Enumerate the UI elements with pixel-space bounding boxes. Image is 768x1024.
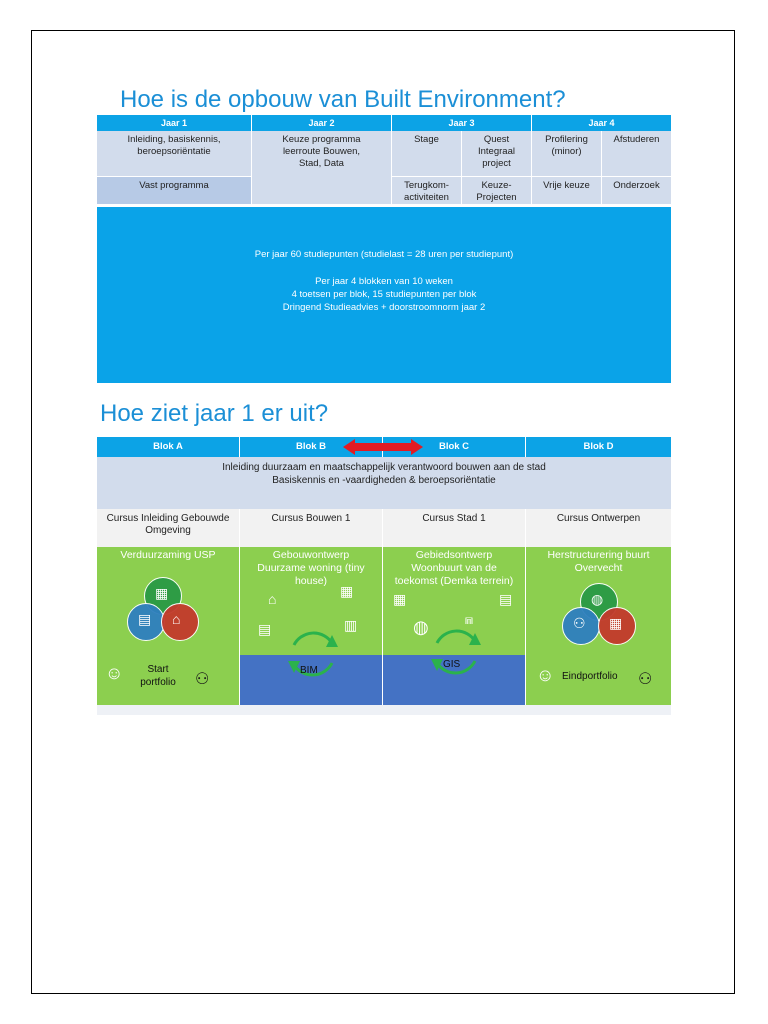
city-icon: ▦ — [609, 615, 623, 631]
jaar4-onderzoek: Onderzoek — [602, 177, 671, 205]
brain-icon: ☺ — [536, 665, 555, 685]
intro-line-2: Basiskennis en -vaardigheden & beroepsoriëntatie — [272, 475, 496, 486]
title-gebiedsontwerp: Gebiedsontwerp Woonbuurt van de toekomst (Demka terrein) — [394, 549, 514, 587]
double-arrow-icon — [343, 439, 423, 455]
jaar2-keuze-programma: Keuze programma leerroute Bouwen, Stad, Data — [252, 131, 392, 205]
bim-label: BIM — [300, 665, 318, 676]
blueprint-icon: ▤ — [499, 591, 513, 607]
gis-label: GIS — [443, 659, 461, 670]
heading-opbouw: Hoe is de opbouw van Built Environment? — [120, 86, 566, 113]
globe-icon: ◍ — [591, 591, 604, 607]
info-studieadvies: Dringend Studieadvies + doorstroomnorm jaar 2 — [282, 302, 486, 313]
course-ontwerpen: Cursus Ontwerpen — [526, 509, 671, 547]
green-block-d — [526, 547, 671, 705]
title-verduurzaming: Verduurzaming USP — [120, 549, 216, 561]
course-inleiding: Cursus Inleiding Gebouwde Omgeving — [97, 509, 240, 547]
header-blok-b: Blok B — [240, 437, 383, 457]
house-outline-icon: ⌂ — [268, 591, 277, 607]
eindportfolio: Eindportfolio — [562, 671, 618, 682]
jaar3-terugkom: Terugkom-activiteiten — [392, 177, 462, 205]
start-portfolio: Start portfolio — [140, 664, 176, 688]
jaar4-profilering: Profilering (minor) — [532, 131, 602, 177]
jaar4-vrije-keuze: Vrije keuze — [532, 177, 602, 205]
meeting-icon: ⚇ — [195, 671, 210, 688]
intro-box — [97, 457, 671, 509]
jaar1-vast-programma: Vast programma — [97, 177, 252, 205]
city-icon: ▦ — [155, 585, 169, 601]
header-jaar-2: Jaar 2 — [252, 115, 392, 131]
jaar4-afstuderen: Afstuderen — [602, 131, 671, 177]
header-blok-a: Blok A — [97, 437, 240, 457]
info-studiepunten: Per jaar 60 studiepunten (studielast = 28 uren per studiepunt) — [254, 249, 514, 260]
jaar3-stage: Stage — [392, 131, 462, 177]
title-herstructurering: Herstructurering buurt Overvecht — [547, 549, 650, 574]
bottom-strip — [97, 705, 671, 715]
header-jaar-3: Jaar 3 — [392, 115, 532, 131]
heading-jaar-1: Hoe ziet jaar 1 er uit? — [100, 400, 329, 427]
brain-icon: ☺ — [105, 663, 124, 683]
jaar3-quest: Quest Integraal project — [462, 131, 532, 177]
course-bouwen: Cursus Bouwen 1 — [240, 509, 383, 547]
blueprint-icon: ▤ — [138, 611, 152, 627]
cycle-arrows-icon — [427, 623, 485, 681]
green-block-b — [240, 547, 383, 705]
intro-line-1: Inleiding duurzaam en maatschappelijk verantwoord bouwen aan de stad — [222, 462, 546, 473]
info-blokken: Per jaar 4 blokken van 10 weken — [315, 276, 453, 287]
green-block-a — [97, 547, 240, 705]
jaar3-keuze-projecten: Keuze-Projecten — [462, 177, 532, 205]
meeting-icon: ⚇ — [573, 615, 586, 631]
building-icon: ▥ — [344, 617, 358, 633]
blueprint-icon: ▤ — [258, 621, 272, 637]
header-jaar-4: Jaar 4 — [532, 115, 671, 131]
header-jaar-1: Jaar 1 — [97, 115, 252, 131]
green-block-c — [383, 547, 526, 705]
title-gebouwontwerp: Gebouwontwerp Duurzame woning (tiny house) — [257, 549, 365, 587]
city-icon: ▦ — [393, 591, 407, 607]
study-info-box — [97, 207, 671, 383]
header-blok-c: Blok C — [383, 437, 526, 457]
meeting-icon: ⚇ — [638, 671, 653, 688]
brick-wall-icon: ▦ — [340, 583, 354, 599]
info-toetsen: 4 toetsen per blok, 15 studiepunten per blok — [291, 289, 477, 300]
jaar1-inleiding: Inleiding, basiskennis, beroepsoriëntatie — [97, 131, 252, 177]
course-stad: Cursus Stad 1 — [383, 509, 526, 547]
bridge-icon: ⩎ — [465, 611, 473, 627]
globe-icon: ◍ — [413, 617, 429, 637]
header-blok-d: Blok D — [526, 437, 671, 457]
house-icon: ⌂ — [172, 611, 181, 627]
